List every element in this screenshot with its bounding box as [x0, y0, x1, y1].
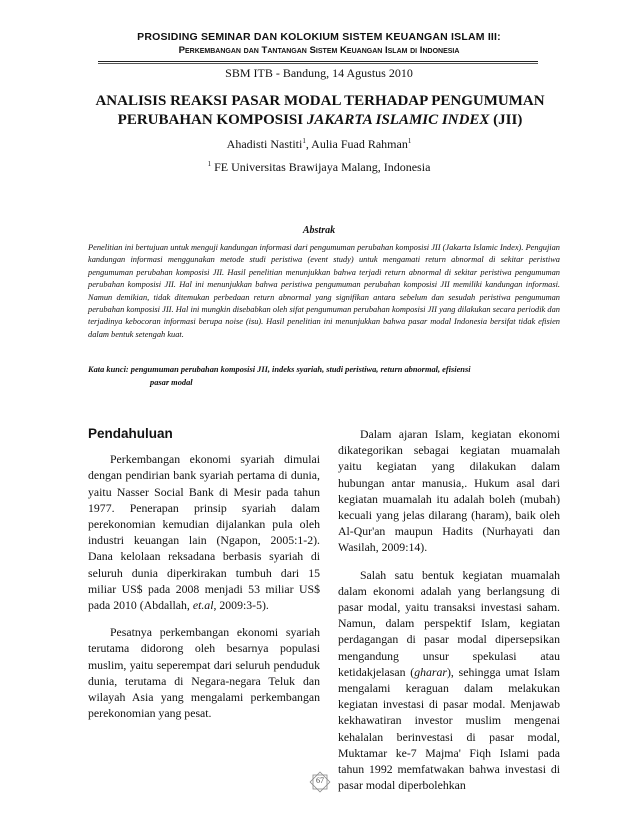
paragraph-text: , 2009:3-5).: [213, 598, 269, 613]
authors: [0, 137, 638, 152]
paragraph-text: ), sehingga umat Islam mengalami keraguan dalam melakukan kegiatan investasi di pasar modal. Menjawab kekhawatiran investor muslim mengenai kehalalan berinvestasi di pasar modal, Muktamar ke-7 Majma' Fiqh Islami pada tahun 1992 memfatwakan bahwa investasi di pasar modal diperbolehkan: [338, 664, 560, 793]
left-column: [88, 426, 320, 732]
proceedings-subtitle: Perkembangan dan Tantangan Sistem Keuangan Islam di Indonesia: [178, 45, 460, 56]
keywords: [88, 364, 560, 389]
conference-info: SBM ITB - Bandung, 14 Agustus 2010: [225, 66, 413, 80]
abstract-body: Penelitian ini bertujuan untuk menguji kandungan informasi dari pengumuman perubahan komposisi JII (Jakarta Islamic Index). Pengujian kandungan informasi menggunakan metode studi peristiwa (event study) untuk mengamati return abnormal di sekitar peristiwa pengumuman perubahan komposisi JII. Hasil penelitian menunjukkan bahwa terjadi return abnormal di sekitar peristiwa pengumuman perubahan komposisi JII. Hal ini menunjukkan bahwa peristiwa pengumuman perubahan komposisi JII memiliki kandungan informasi. Namun demikian, tidak ditemukan perbedaan return abnormal yang signifikan antara sebelum dan sesudah peristiwa pengumuman perubahan komposisi JII. Hal ini mungkin disebabkan oleh sifat pengumuman perubahan komposisi JII yang dilakukan secara periodik dan terjadinya kebocoran informasi berupa noise (isu). Hasil penelitian ini menunjukkan bahwa pasar modal Indonesia bersifat tidak efisien dalam bentuk setengah kuat.: [88, 243, 560, 339]
page-number-ornament: [309, 771, 331, 793]
keywords-line2: pasar modal: [150, 377, 193, 387]
right-column: [338, 426, 560, 804]
affiliation-sup: 1: [207, 160, 212, 168]
paragraph: Pesatnya perkembangan ekonomi syariah terutama didorong oleh besarnya populasi muslim, yaitu seperempat dari seluruh penduduk dunia, terutama di Negara-negara Teluk dan wilayah Asia yang mengalami perkembangan perekonomian yang pesat.: [88, 625, 320, 721]
affiliation: [0, 160, 638, 175]
paragraph: [88, 451, 320, 613]
keywords-line1: Kata kunci: pengumuman perubahan komposisi JII, indeks syariah, studi peristiwa, return abnormal, efisiensi: [88, 365, 471, 374]
title-part1: ANALISIS REAKSI PASAR MODAL TERHADAP PENGUMUMAN PERUBAHAN KOMPOSISI: [95, 93, 545, 128]
paragraph-text: Perkembangan ekonomi syariah dimulai dengan pendirian bank syariah pertama di dunia, yaitu Nasser Social Bank di Mesir pada tahun 1977. Penerapan prinsip syariah dalam perekonomian kemudian dijalankan pula oleh industri keuangan lain (Ngapon, 2005:1-2). Dana kelolaan reksadana berbasis syariah di seluruh dunia diperkirakan tumbuh dari 15 miliar US$ pada 2008 menjadi 53 miliar US$ pada 2010 (Abdallah,: [88, 452, 320, 613]
author-separator: ,: [305, 137, 312, 151]
proceedings-title: PROSIDING SEMINAR DAN KOLOKIUM SISTEM KEUANGAN ISLAM III:: [137, 31, 501, 43]
author-2: Aulia Fuad Rahman: [311, 137, 408, 151]
paper-title: [80, 92, 560, 130]
title-italic: JAKARTA ISLAMIC INDEX: [306, 112, 490, 128]
affiliation-text: FE Universitas Brawijaya Malang, Indonesia: [211, 160, 431, 174]
header-rule-thin: [98, 63, 538, 64]
paragraph-italic: gharar: [414, 664, 447, 679]
paragraph-italic: et.al: [192, 598, 214, 613]
paragraph: Dalam ajaran Islam, kegiatan ekonomi dikategorikan sebagai kegiatan muamalah yaitu kegiatan yang dilakukan dalam hubungan antar manusia,. Hukum asal dari kegiatan muamalah itu adalah boleh (mubah) kecuali yang jelas dilarang (haram), baik oleh Al-Qur'an maupun Hadits (Nurhayati dan Wasilah, 2009:14).: [338, 427, 560, 555]
author-1-sup: 1: [302, 137, 306, 145]
author-2-sup: 1: [407, 137, 412, 145]
author-1: Ahadisti Nastiti: [226, 137, 303, 151]
paragraph: [338, 567, 560, 794]
header-rule: [98, 61, 538, 62]
paragraph-text: Salah satu bentuk kegiatan muamalah dalam ekonomi adalah yang berlangsung di pasar modal, yaitu transaksi investasi saham. Namun, dalam perspektif Islam, kegiatan perdagangan di pasar modal dipersepsikan mengandung unsur spekulasi atau ketidakjelasan (: [338, 567, 560, 679]
page-number: 67: [316, 776, 324, 785]
section-heading: Pendahuluan: [88, 426, 173, 441]
abstract-heading: Abstrak: [302, 225, 336, 236]
title-part2: (JII): [489, 112, 523, 128]
